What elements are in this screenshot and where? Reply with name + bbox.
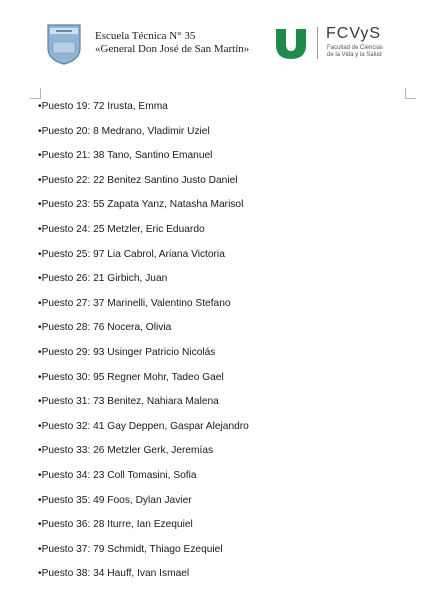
- list-item: •Puesto 23: 55 Zapata Yanz, Natasha Marisol: [38, 199, 244, 211]
- list-item: •Puesto 31: 73 Benitez, Nahiara Malena: [38, 396, 219, 408]
- school-name: [95, 30, 249, 56]
- ranking-list: [38, 100, 249, 592]
- margin-corner-mark-right: [405, 88, 416, 99]
- school-name-line1: Escuela Técnica N° 35: [95, 30, 196, 42]
- list-item: •Puesto 32: 41 Gay Deppen, Gaspar Alejandro: [38, 420, 249, 432]
- list-item: •Puesto 33: 26 Metzler Gerk, Jeremías: [38, 445, 214, 457]
- list-item: •Puesto 29: 93 Usinger Patricio Nicolás: [38, 346, 216, 358]
- faculty-subtitle-line2: de la Vida y la Salud: [327, 52, 382, 58]
- list-item: •Puesto 38: 34 Hauff, Ivan Ismael: [38, 568, 190, 580]
- list-item: •Puesto 24: 25 Metzler, Eric Eduardo: [38, 223, 205, 235]
- list-item: •Puesto 36: 28 Iturre, Ian Ezequiel: [38, 519, 193, 531]
- list-item: •Puesto 28: 76 Nocera, Olivia: [38, 322, 172, 334]
- margin-corner-mark-left: [30, 88, 41, 99]
- faculty-subtitle-line1: Facultad de Ciencias: [327, 45, 384, 51]
- logo-divider: [317, 27, 318, 59]
- list-item: •Puesto 30: 95 Regner Mohr, Tadeo Gael: [38, 371, 224, 383]
- faculty-subtitle: [327, 45, 383, 59]
- list-item: •Puesto 37: 79 Schmidt, Thiago Ezequiel: [38, 543, 223, 555]
- list-item: •Puesto 20: 8 Medrano, Vladimir Uziel: [38, 125, 210, 137]
- list-item: •Puesto 22: 22 Benitez Santino Justo Daniel: [38, 174, 238, 186]
- list-item: •Puesto 19: 72 Irusta, Emma: [38, 101, 168, 112]
- school-name-line2: «General Don José de San Martín»: [95, 43, 250, 55]
- document-header: [0, 0, 435, 90]
- list-item: •Puesto 21: 38 Tano, Santino Emanuel: [38, 150, 213, 162]
- list-item: •Puesto 34: 23 Coll Tomasini, Sofia: [38, 469, 197, 481]
- faculty-name: FCVyS: [326, 25, 382, 42]
- school-shield-icon: [46, 22, 82, 66]
- list-item: •Puesto 27: 37 Marinelli, Valentino Stefano: [38, 297, 231, 309]
- fcvys-logo-icon: [273, 26, 309, 62]
- list-item: •Puesto 25: 97 Lia Cabrol, Ariana Victoria: [38, 248, 225, 260]
- list-item: •Puesto 26: 21 Girbich, Juan: [38, 273, 168, 285]
- list-item: •Puesto 35: 49 Foos, Dylan Javier: [38, 494, 192, 506]
